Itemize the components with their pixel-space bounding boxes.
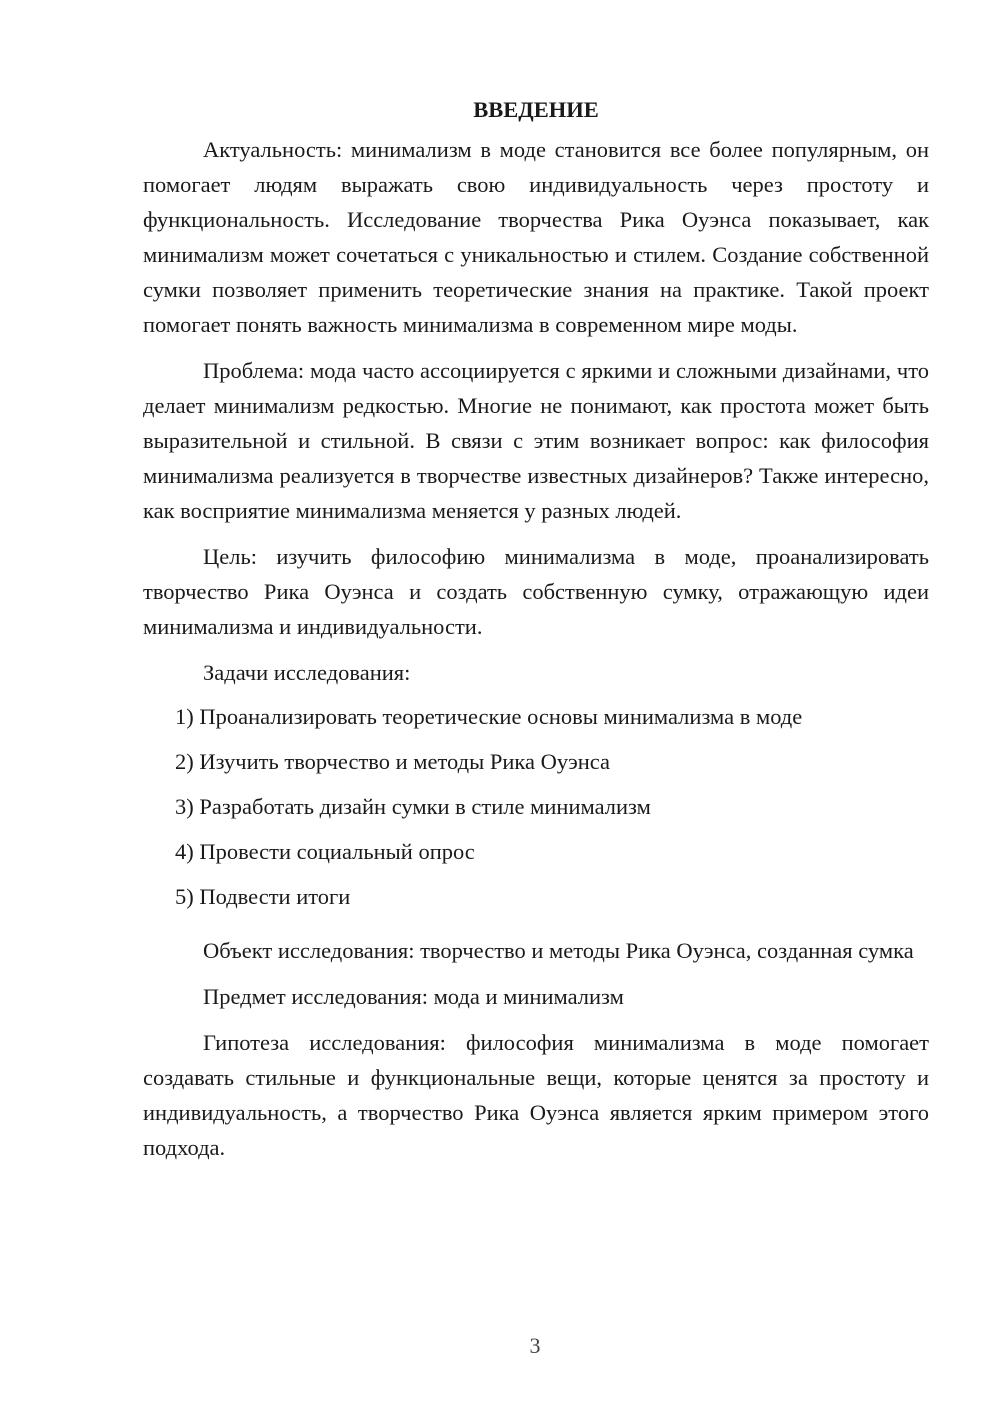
section-title: ВВЕДЕНИЕ bbox=[473, 97, 599, 122]
paragraph-goal: Цель: изучить философию минимализма в моде, проанализировать творчество Рика Оуэнса и создать собственную сумку, отражающую идеи минимализма и индивидуальности. bbox=[143, 544, 929, 639]
paragraph-problem: Проблема: мода часто ассоциируется с яркими и сложными дизайнами, что делает минимализм редкостью. Многие не понимают, как простота может быть выразительной и стильной. В связи с этим возникает вопрос: как философия минимализма реализуется в творчестве известных дизайнеров? Также интересно, как восприятие минимализма меняется у разных людей. bbox=[143, 358, 929, 523]
task-item: 1) Проанализировать теоретические основы минимализма в моде bbox=[175, 704, 803, 729]
task-item: 4) Провести социальный опрос bbox=[175, 839, 475, 864]
page-number: 3 bbox=[529, 1333, 541, 1358]
paragraph-object: Объект исследования: творчество и методы Рика Оуэнса, созданная сумка bbox=[203, 938, 914, 963]
paragraph-hypothesis: Гипотеза исследования: философия минимализма в моде помогает создавать стильные и функциональные вещи, которые ценятся за простоту и индивидуальность, а творчество Рика Оуэнса является ярким примером этого подхода. bbox=[143, 1030, 929, 1160]
task-item: 2) Изучить творчество и методы Рика Оуэнса bbox=[175, 749, 611, 774]
paragraph-relevance: Актуальность: минимализм в моде становится все более популярным, он помогает людям выражать свою индивидуальность через простоту и функциональность. Исследование творчества Рика Оуэнса показывает, как минимализм может сочетаться с уникальностью и стилем. Создание собственной сумки позволяет применить теоретические знания на практике. Такой проект помогает понять важность минимализма в современном мире моды. bbox=[143, 137, 929, 337]
tasks-list bbox=[143, 699, 929, 924]
task-item: 5) Подвести итоги bbox=[175, 884, 351, 909]
tasks-label: Задачи исследования: bbox=[203, 660, 411, 685]
paragraph-subject: Предмет исследования: мода и минимализм bbox=[203, 984, 624, 1009]
task-item: 3) Разработать дизайн сумки в стиле минимализм bbox=[175, 794, 651, 819]
page-content bbox=[143, 92, 929, 1176]
